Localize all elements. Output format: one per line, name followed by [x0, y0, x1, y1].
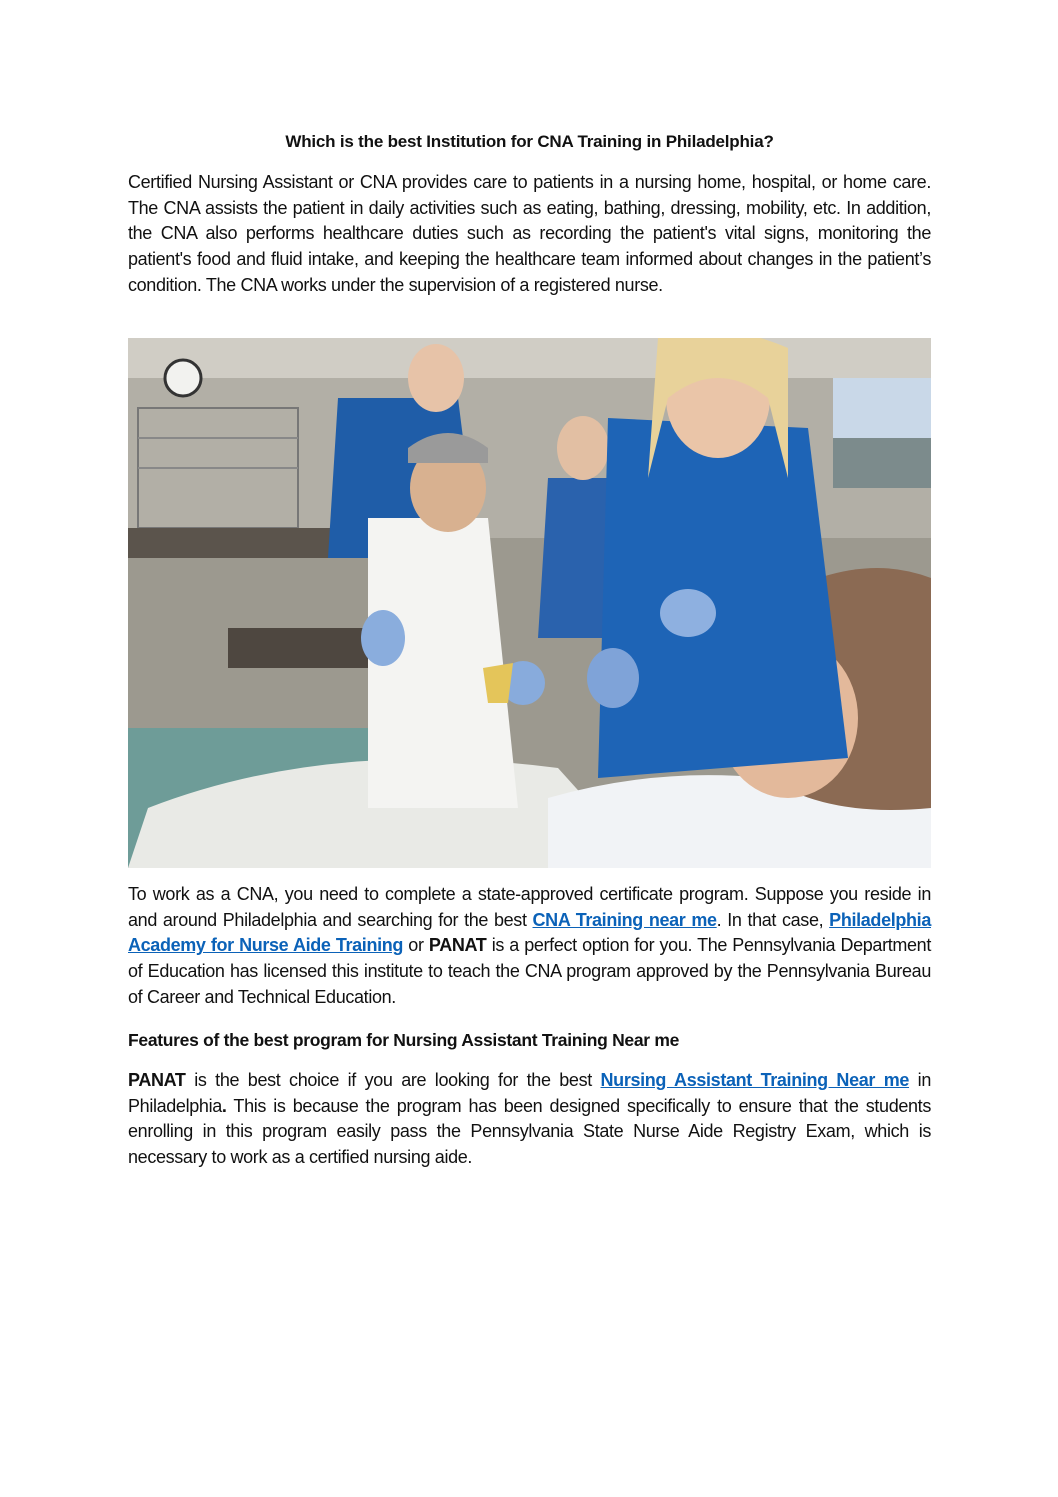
text-run: or — [403, 935, 429, 956]
bold-period: . — [221, 1095, 227, 1116]
intro-paragraph: Certified Nursing Assistant or CNA provides care to patients in a nursing home, hospital, or home care. The CNA assists the patient in daily activities such as eating, bathing, dressing, mobility, etc. In addition, the CNA also performs healthcare duties such as recording the patient's vital signs, monitoring the patient's food and fluid intake, and keeping the healthcare team informed about changes in the patient’s condition. The CNA works under the supervision of a registered nurse. — [128, 172, 931, 295]
panat-bold: PANAT — [128, 1070, 186, 1090]
cna-training-near-me-link[interactable]: CNA Training near me — [532, 909, 717, 930]
text-run: To work as a CNA, you need to complete a state-approved certificate program. Suppose you reside in and around Philadelphia and searching for the best — [128, 884, 931, 930]
text-run: is a perfect option for you. The Pennsylvania Department of Education has licensed this institute to teach the CNA program approved by the Pennsylvania Bureau of Career and Technical Education. — [128, 935, 931, 1007]
text-run: is the best choice if you are looking for the best — [185, 1070, 601, 1090]
panat-bold: PANAT — [428, 935, 487, 956]
text-run: . In that case, — [716, 909, 830, 930]
training-photo — [128, 338, 931, 868]
features-heading: Features of the best program for Nursing Assistant Training Near me — [128, 1030, 680, 1050]
text-run: in Philadelphia — [128, 1070, 931, 1116]
document-title: Which is the best Institution for CNA Training in Philadelphia? — [285, 132, 774, 151]
nursing-assistant-training-link[interactable]: Nursing Assistant Training Near me — [600, 1070, 910, 1090]
panat-academy-link[interactable]: Philadelphia Academy for Nurse Aide Training — [128, 909, 931, 956]
features-paragraph — [128, 1068, 931, 1171]
program-paragraph — [128, 882, 931, 1011]
text-run: This is because the program has been designed specifically to ensure that the students enrolling in this program easily pass the Pennsylvania State Nurse Aide Registry Exam, which is necessary to work as a certified nursing aide. — [128, 1095, 931, 1168]
